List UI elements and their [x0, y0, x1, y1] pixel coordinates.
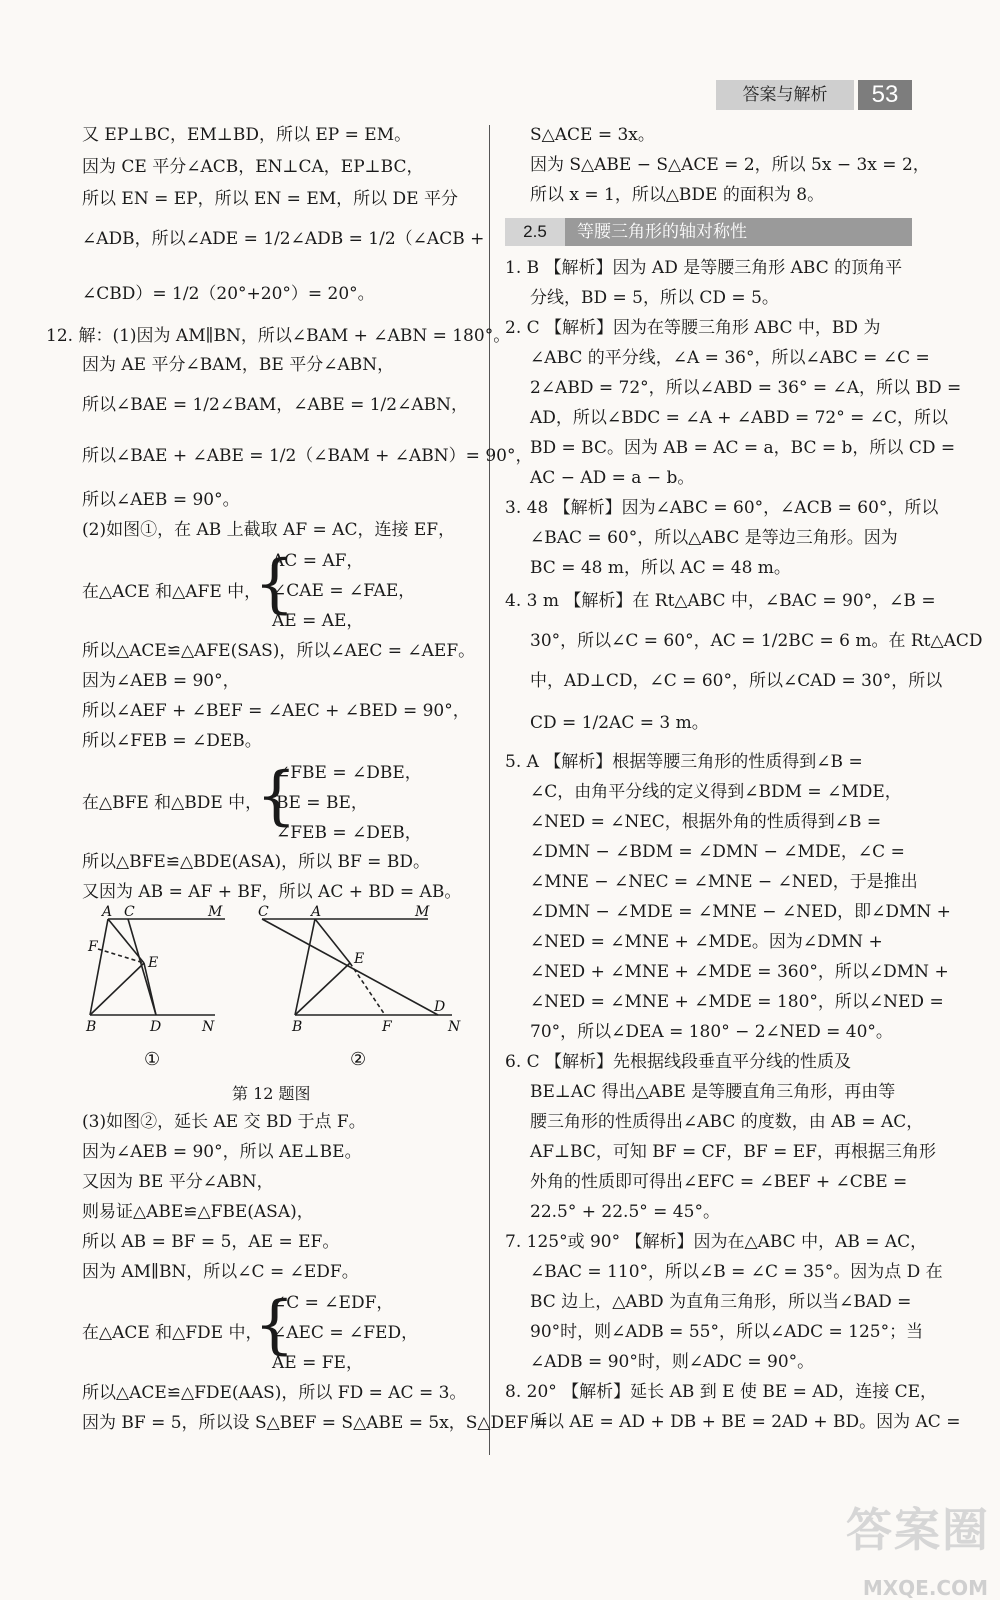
text-line: ∠CBD）= 1/2（20°+20°）= 20°。 [82, 284, 375, 304]
text-line: ∠NED + ∠MNE + ∠MDE = 360°，所以∠DMN + [530, 962, 949, 982]
point-label: N [202, 1019, 215, 1035]
problem-12-figure [80, 905, 480, 1075]
text-line: 外角的性质即可得出∠EFC = ∠BEF + ∠CBE = [530, 1172, 908, 1192]
text-line: 所以△ACE≌△FDE(AAS)，所以 FD = AC = 3。 [82, 1383, 467, 1403]
text-line: BC 边上，△ABD 为直角三角形，所以当∠BAD = [530, 1292, 912, 1312]
brace-line: ∠AEC = ∠FED， [272, 1323, 419, 1343]
text-line: 30°，所以∠C = 60°，AC = 1/2BC = 6 m。在 Rt△ACD [530, 631, 983, 651]
page-number: 53 [858, 80, 912, 110]
brace-line: AC = AF， [272, 551, 364, 571]
brace-line: ∠C = ∠EDF， [272, 1293, 394, 1313]
header-label: 答案与解析 [716, 80, 854, 110]
text-line: ∠NED = ∠NEC，根据外角的性质得到∠B = [530, 812, 882, 832]
point-label: A [311, 905, 322, 920]
answer-line: 8. 20° 【解析】延长 AB 到 E 使 BE = AD，连接 CE， [505, 1382, 938, 1402]
text-line: 70°，所以∠DEA = 180° − 2∠NED = 40°。 [530, 1022, 893, 1042]
brace-line: ∠FBE = ∠DBE， [276, 763, 422, 783]
brace-line: BE = BE， [276, 793, 368, 813]
text-line: 90°时，则∠ADB = 55°，所以∠ADC = 125°；当 [530, 1322, 924, 1342]
point-label: B [86, 1019, 97, 1035]
answer-line: 6. C 【解析】先根据线段垂直平分线的性质及 [505, 1052, 852, 1072]
brace: { [254, 1288, 295, 1362]
text-line: 因为 BF = 5，所以设 S△BEF = S△ABE = 5x，S△DEF = [82, 1413, 548, 1433]
figure-1-label: ① [144, 1049, 161, 1070]
text-line: 分线，BD = 5，所以 CD = 5。 [530, 288, 779, 308]
text-line: ∠BAC = 110°，所以∠B = ∠C = 35°。因为点 D 在 [530, 1262, 943, 1282]
text-line: (2)如图①，在 AB 上截取 AF = AC，连接 EF， [82, 520, 456, 540]
text-line: 在△ACE 和△FDE 中， [82, 1323, 263, 1343]
text-line: ∠BAC = 60°，所以△ABC 是等边三角形。因为 [530, 528, 898, 548]
point-label: F [88, 939, 98, 955]
point-label: N [448, 1019, 461, 1035]
section-banner [505, 218, 912, 246]
text-line: 所以 EN = EP，所以 EN = EM，所以 DE 平分 [82, 189, 458, 209]
point-label: A [102, 905, 113, 920]
text-line: 因为∠AEB = 90°，所以 AE⊥BE。 [82, 1142, 362, 1162]
point-label: D [150, 1019, 162, 1035]
text-line: ∠NED = ∠MNE + ∠MDE = 180°，所以∠NED = [530, 992, 944, 1012]
text-line: ∠MNE − ∠NEC = ∠MNE − ∠NED，于是推出 [530, 872, 918, 892]
text-line: 所以∠FEB = ∠DEB。 [82, 731, 262, 751]
point-label: M [208, 905, 223, 920]
text-line: AF⊥BC，可知 BF = CF，BF = EF，再根据三角形 [530, 1142, 936, 1162]
text-line: 所以 x = 1，所以△BDE 的面积为 8。 [530, 185, 825, 205]
text-line: 因为 AE 平分∠BAM，BE 平分∠ABN， [82, 355, 395, 375]
text-line: 所以△ACE≌△AFE(SAS)，所以∠AEC = ∠AEF。 [82, 641, 476, 661]
text-line: (3)如图②，延长 AE 交 BD 于点 F。 [82, 1112, 366, 1132]
point-label: F [382, 1019, 392, 1035]
brace: { [256, 759, 297, 833]
point-label: E [148, 955, 159, 971]
text-line: ∠ABC 的平分线，∠A = 36°，所以∠ABC = ∠C = [530, 348, 930, 368]
watermark-logo: 答案圈 [846, 1503, 990, 1557]
text-line: ∠ADB = 90°时，则∠ADC = 90°。 [530, 1352, 815, 1372]
text-line: 又因为 BE 平分∠ABN， [82, 1172, 274, 1192]
point-label: M [415, 905, 430, 920]
text-line: 又 EP⊥BC，EM⊥BD，所以 EP = EM。 [82, 125, 412, 145]
answer-line: 4. 3 m 【解析】在 Rt△ABC 中，∠BAC = 90°，∠B = [505, 591, 936, 611]
answer-line: 5. A 【解析】根据等腰三角形的性质得到∠B = [505, 752, 863, 772]
point-label: D [434, 999, 446, 1015]
figure-2-label: ② [350, 1049, 367, 1070]
point-label: B [292, 1019, 303, 1035]
text-line: 因为∠AEB = 90°， [82, 671, 240, 691]
text-line: 因为 S△ABE − S△ACE = 2，所以 5x − 3x = 2， [530, 155, 930, 175]
text-line: BE⊥AC 得出△ABE 是等腰直角三角形，再由等 [530, 1082, 896, 1102]
problem-12-line: 12. 解：(1)因为 AM∥BN，所以∠BAM + ∠ABN = 180°。 [46, 326, 511, 346]
text-line: 中，AD⊥CD，∠C = 60°，所以∠CAD = 30°，所以 [530, 671, 943, 691]
answer-line: 2. C 【解析】因为在等腰三角形 ABC 中，BD 为 [505, 318, 881, 338]
point-label: C [124, 905, 135, 920]
text-line: ∠DMN − ∠MDE = ∠MNE − ∠NED，即∠DMN + [530, 902, 951, 922]
brace-line: ∠CAE = ∠FAE， [272, 581, 416, 601]
text-line: ∠NED = ∠MNE + ∠MDE。因为∠DMN + [530, 932, 883, 952]
text-line: CD = 1/2AC = 3 m。 [530, 713, 709, 733]
text-line: 腰三角形的性质得出∠ABC 的度数，由 AB = AC， [530, 1112, 924, 1132]
answer-line: 3. 48 【解析】因为∠ABC = 60°，∠ACB = 60°，所以 [505, 498, 939, 518]
text-line: 所以 AB = BF = 5，AE = EF。 [82, 1232, 340, 1252]
text-line: AD，所以∠BDC = ∠A + ∠ABD = 72° = ∠C，所以 [530, 408, 949, 428]
text-line: 所以△BFE≌△BDE(ASA)，所以 BF = BD。 [82, 852, 430, 872]
figure-caption: 第 12 题图 [232, 1084, 311, 1103]
text-line: ∠C，由角平分线的定义得到∠BDM = ∠MDE， [530, 782, 902, 802]
section-number: 2.5 [505, 218, 565, 246]
text-line: 所以∠BAE = 1/2∠BAM，∠ABE = 1/2∠ABN， [82, 395, 468, 415]
point-label: C [258, 905, 269, 920]
text-line: 在△BFE 和△BDE 中， [82, 793, 263, 813]
text-line: 22.5° + 22.5° = 45°。 [530, 1202, 720, 1222]
text-line: S△ACE = 3x。 [530, 125, 655, 145]
text-line: 所以 AE = AD + DB + BE = 2AD + BD。因为 AC = [530, 1412, 961, 1432]
brace-line: ∠FEB = ∠DEB， [276, 823, 422, 843]
page-header [716, 80, 912, 110]
answer-line: 1. B 【解析】因为 AD 是等腰三角形 ABC 的顶角平 [505, 258, 903, 278]
text-line: 2∠ABD = 72°，所以∠ABD = 36° = ∠A，所以 BD = [530, 378, 962, 398]
point-label: E [354, 951, 365, 967]
watermark-url: MXQE.COM [862, 1576, 988, 1600]
text-line: 又因为 AB = AF + BF，所以 AC + BD = AB。 [82, 882, 462, 902]
text-line: 所以∠BAE + ∠ABE = 1/2（∠BAM + ∠ABN）= 90°， [82, 446, 533, 466]
text-line: ∠DMN − ∠BDM = ∠DMN − ∠MDE，∠C = [530, 842, 905, 862]
brace-line: AE = FE， [272, 1353, 363, 1373]
text-line: 所以∠AEF + ∠BEF = ∠AEC + ∠BED = 90°， [82, 701, 470, 721]
text-line: BC = 48 m，所以 AC = 48 m。 [530, 558, 791, 578]
text-line: ∠ADB，所以∠ADE = 1/2∠ADB = 1/2（∠ACB + [82, 229, 485, 249]
text-line: 在△ACE 和△AFE 中， [82, 582, 262, 602]
text-line: 因为 AM∥BN，所以∠C = ∠EDF。 [82, 1262, 359, 1282]
text-line: 因为 CE 平分∠ACB，EN⊥CA，EP⊥BC， [82, 157, 424, 177]
text-line: 则易证△ABE≌△FBE(ASA)， [82, 1202, 314, 1222]
text-line: BD = BC。因为 AB = AC = a，BC = b，所以 CD = [530, 438, 956, 458]
brace-line: AE = AE， [272, 611, 364, 631]
answer-line: 7. 125°或 90° 【解析】因为在△ABC 中，AB = AC， [505, 1232, 928, 1252]
text-line: 所以∠AEB = 90°。 [82, 490, 240, 510]
text-line: AC − AD = a − b。 [530, 468, 695, 488]
section-title: 等腰三角形的轴对称性 [577, 222, 747, 242]
brace: { [254, 547, 295, 621]
